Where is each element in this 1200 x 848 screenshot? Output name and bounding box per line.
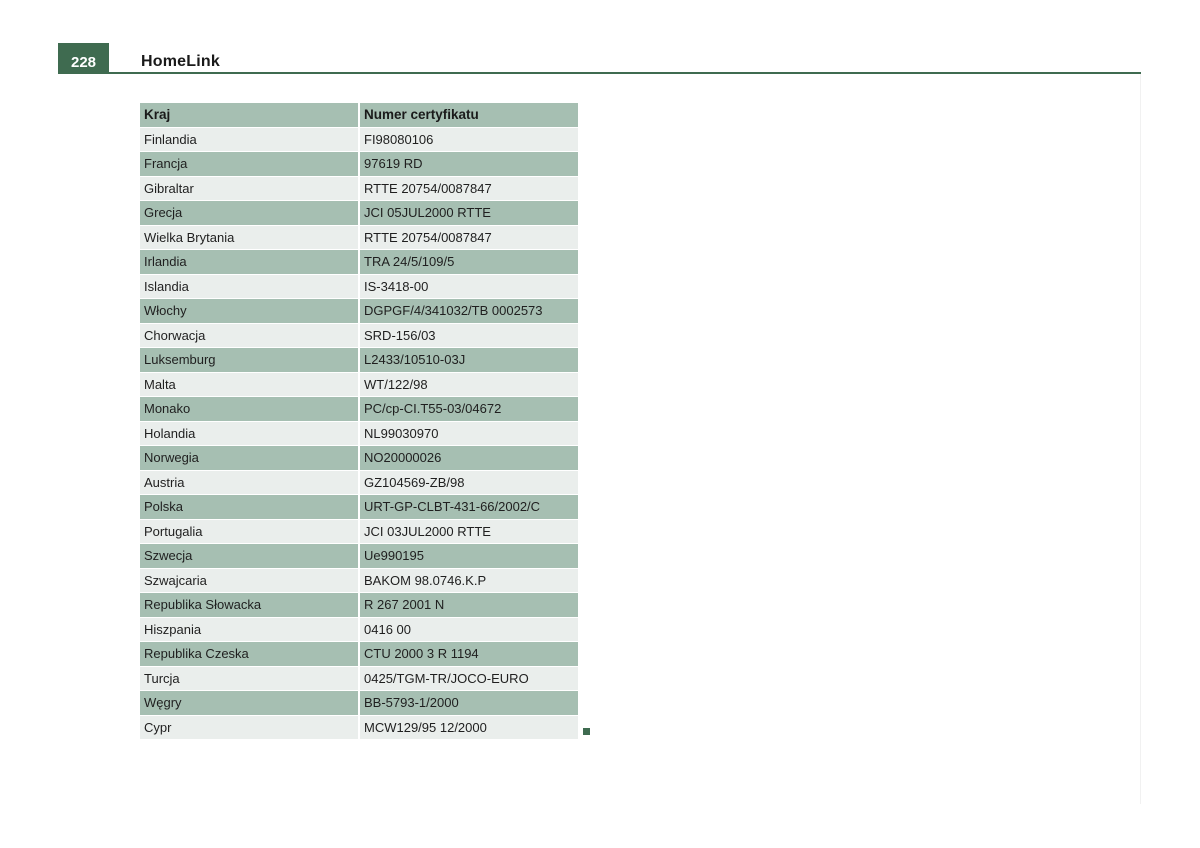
cell-certificate-number: IS-3418-00 — [360, 275, 578, 300]
cell-certificate-number: JCI 03JUL2000 RTTE — [360, 520, 578, 545]
cell-certificate-number: NL99030970 — [360, 422, 578, 447]
table-row — [140, 422, 578, 447]
table-row — [140, 446, 578, 471]
cell-country: Grecja — [140, 201, 360, 226]
table-row — [140, 667, 578, 692]
cell-certificate-number: 0425/TGM-TR/JOCO-EURO — [360, 667, 578, 692]
table-row — [140, 152, 578, 177]
cell-certificate-number: RTTE 20754/0087847 — [360, 177, 578, 202]
column-header-certificate: Numer certyfikatu — [360, 103, 578, 128]
cell-certificate-number: MCW129/95 12/2000 — [360, 716, 578, 741]
table-row — [140, 299, 578, 324]
cell-country: Austria — [140, 471, 360, 496]
table-row — [140, 495, 578, 520]
table-row — [140, 716, 578, 741]
square-end-marker-icon — [583, 728, 590, 735]
cell-country: Szwecja — [140, 544, 360, 569]
cell-country: Norwegia — [140, 446, 360, 471]
cell-country: Monako — [140, 397, 360, 422]
cell-certificate-number: 97619 RD — [360, 152, 578, 177]
cell-country: Republika Słowacka — [140, 593, 360, 618]
cell-certificate-number: DGPGF/4/341032/TB 0002573 — [360, 299, 578, 324]
cell-certificate-number: GZ104569-ZB/98 — [360, 471, 578, 496]
cell-country: Finlandia — [140, 128, 360, 153]
table-row — [140, 324, 578, 349]
cell-certificate-number: TRA 24/5/109/5 — [360, 250, 578, 275]
cell-country: Chorwacja — [140, 324, 360, 349]
table-row — [140, 569, 578, 594]
table-row — [140, 128, 578, 153]
cell-certificate-number: WT/122/98 — [360, 373, 578, 398]
table-row — [140, 226, 578, 251]
cell-country: Francja — [140, 152, 360, 177]
table-header-row — [140, 103, 578, 128]
table-row — [140, 250, 578, 275]
cell-country: Cypr — [140, 716, 360, 741]
cell-certificate-number: SRD-156/03 — [360, 324, 578, 349]
cell-country: Turcja — [140, 667, 360, 692]
cell-certificate-number: CTU 2000 3 R 1194 — [360, 642, 578, 667]
cell-certificate-number: NO20000026 — [360, 446, 578, 471]
table-row — [140, 544, 578, 569]
cell-country: Irlandia — [140, 250, 360, 275]
cell-certificate-number: JCI 05JUL2000 RTTE — [360, 201, 578, 226]
page-header — [58, 43, 1141, 74]
cell-country: Hiszpania — [140, 618, 360, 643]
table-row — [140, 348, 578, 373]
header-divider — [109, 72, 1141, 74]
cell-country: Portugalia — [140, 520, 360, 545]
cell-certificate-number: BAKOM 98.0746.K.P — [360, 569, 578, 594]
table-row — [140, 642, 578, 667]
table-row — [140, 201, 578, 226]
section-title: HomeLink — [141, 53, 220, 70]
table-body — [140, 128, 578, 741]
table-row — [140, 177, 578, 202]
table-row — [140, 691, 578, 716]
cell-country: Wielka Brytania — [140, 226, 360, 251]
table-row — [140, 520, 578, 545]
cell-country: Luksemburg — [140, 348, 360, 373]
table-row — [140, 397, 578, 422]
cell-country: Republika Czeska — [140, 642, 360, 667]
cell-country: Gibraltar — [140, 177, 360, 202]
cell-country: Szwajcaria — [140, 569, 360, 594]
cell-country: Włochy — [140, 299, 360, 324]
column-header-country: Kraj — [140, 103, 360, 128]
cell-certificate-number: FI98080106 — [360, 128, 578, 153]
cell-certificate-number: PC/cp-CI.T55-03/04672 — [360, 397, 578, 422]
page-number: 228 — [58, 43, 109, 74]
cell-certificate-number: R 267 2001 N — [360, 593, 578, 618]
table-row — [140, 275, 578, 300]
certificate-table — [140, 103, 578, 740]
cell-certificate-number: URT-GP-CLBT-431-66/2002/C — [360, 495, 578, 520]
cell-certificate-number: 0416 00 — [360, 618, 578, 643]
table-row — [140, 471, 578, 496]
cell-certificate-number: L2433/10510-03J — [360, 348, 578, 373]
table-row — [140, 618, 578, 643]
table-row — [140, 593, 578, 618]
cell-country: Islandia — [140, 275, 360, 300]
cell-country: Malta — [140, 373, 360, 398]
cell-country: Holandia — [140, 422, 360, 447]
table-row — [140, 373, 578, 398]
cell-certificate-number: BB-5793-1/2000 — [360, 691, 578, 716]
cell-country: Węgry — [140, 691, 360, 716]
cell-country: Polska — [140, 495, 360, 520]
cell-certificate-number: Ue990195 — [360, 544, 578, 569]
cell-certificate-number: RTTE 20754/0087847 — [360, 226, 578, 251]
page-edge-shadow — [1140, 74, 1141, 804]
